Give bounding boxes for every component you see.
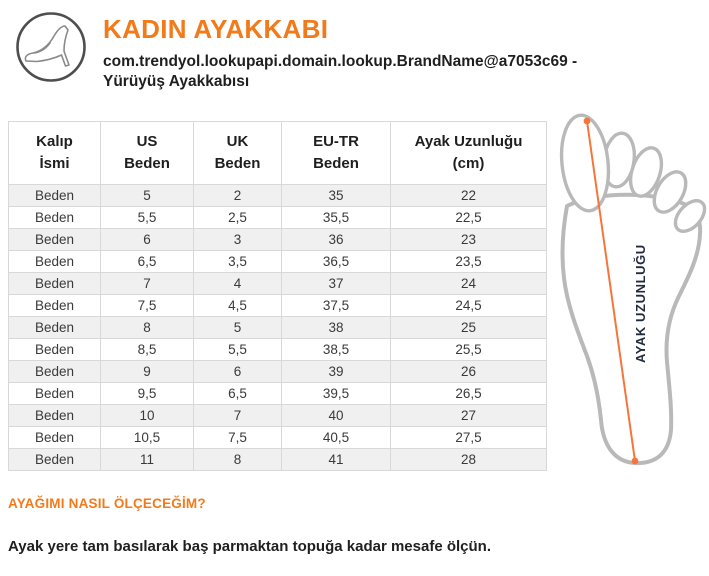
- size-cell: 36,5: [282, 250, 391, 272]
- size-row: [9, 382, 547, 404]
- size-cell: 38: [282, 316, 391, 338]
- size-cell: 7: [101, 272, 194, 294]
- size-cell: 37,5: [282, 294, 391, 316]
- size-cell: 36: [282, 228, 391, 250]
- size-cell: 22,5: [391, 206, 547, 228]
- size-cell: 11: [101, 448, 194, 470]
- size-cell: 23: [391, 228, 547, 250]
- size-cell: 9: [101, 360, 194, 382]
- size-cell: 5,5: [101, 206, 194, 228]
- size-cell: Beden: [9, 250, 101, 272]
- size-cell: Beden: [9, 338, 101, 360]
- column-header: UK Beden: [194, 122, 282, 185]
- size-row: [9, 206, 547, 228]
- size-cell: Beden: [9, 272, 101, 294]
- product-name-line-1: com.trendyol.lookupapi.domain.lookup.BrandName@a7053c69 -: [103, 53, 578, 71]
- size-row: [9, 316, 547, 338]
- size-row: [9, 250, 547, 272]
- size-cell: 4: [194, 272, 282, 294]
- size-cell: 35,5: [282, 206, 391, 228]
- size-cell: Beden: [9, 228, 101, 250]
- size-cell: 3,5: [194, 250, 282, 272]
- column-header: Ayak Uzunluğu (cm): [391, 122, 547, 185]
- size-cell: 2,5: [194, 206, 282, 228]
- size-cell: 40,5: [282, 426, 391, 448]
- size-row: [9, 426, 547, 448]
- size-cell: 8,5: [101, 338, 194, 360]
- foot-sole-outline: [563, 195, 701, 463]
- size-cell: Beden: [9, 206, 101, 228]
- size-cell: 7,5: [101, 294, 194, 316]
- size-cell: 23,5: [391, 250, 547, 272]
- size-cell: Beden: [9, 448, 101, 470]
- size-row: [9, 294, 547, 316]
- size-cell: 2: [194, 184, 282, 206]
- title-block: [103, 10, 577, 93]
- size-conversion-table: [8, 121, 547, 471]
- size-cell: 6,5: [101, 250, 194, 272]
- size-row: [9, 272, 547, 294]
- size-cell: 27: [391, 404, 547, 426]
- header: [14, 10, 694, 93]
- size-cell: 24: [391, 272, 547, 294]
- size-cell: 10,5: [101, 426, 194, 448]
- size-cell: 39: [282, 360, 391, 382]
- size-cell: 39,5: [282, 382, 391, 404]
- size-cell: 6: [101, 228, 194, 250]
- size-cell: 8: [194, 448, 282, 470]
- size-cell: 28: [391, 448, 547, 470]
- big-toe-outline: [559, 113, 613, 213]
- size-table-header: [9, 122, 547, 185]
- size-row: [9, 228, 547, 250]
- size-cell: 35: [282, 184, 391, 206]
- product-name: [103, 52, 577, 92]
- page-title: KADIN AYAKKABI: [103, 14, 329, 44]
- size-cell: 10: [101, 404, 194, 426]
- size-cell: 22: [391, 184, 547, 206]
- size-cell: Beden: [9, 184, 101, 206]
- size-row: [9, 184, 547, 206]
- size-row: [9, 404, 547, 426]
- size-cell: 24,5: [391, 294, 547, 316]
- header-row: [9, 122, 547, 185]
- size-cell: Beden: [9, 316, 101, 338]
- size-cell: Beden: [9, 404, 101, 426]
- size-row: [9, 360, 547, 382]
- how-to-measure-instruction: Ayak yere tam basılarak baş parmaktan topuğa kadar mesafe ölçün.: [8, 538, 491, 555]
- product-name-line-2: Yürüyüş Ayakkabısı: [103, 73, 250, 91]
- column-header: US Beden: [101, 122, 194, 185]
- size-cell: 6: [194, 360, 282, 382]
- size-cell: 5: [101, 184, 194, 206]
- foot-measure-diagram: [559, 108, 709, 470]
- size-table-body: [9, 184, 547, 470]
- measure-endpoint-bottom: [632, 458, 639, 465]
- size-cell: 7,5: [194, 426, 282, 448]
- size-cell: 7: [194, 404, 282, 426]
- size-cell: 38,5: [282, 338, 391, 360]
- size-cell: 8: [101, 316, 194, 338]
- size-row: [9, 448, 547, 470]
- size-cell: 5: [194, 316, 282, 338]
- size-cell: 26,5: [391, 382, 547, 404]
- size-cell: 4,5: [194, 294, 282, 316]
- size-row: [9, 338, 547, 360]
- size-cell: Beden: [9, 360, 101, 382]
- size-cell: 37: [282, 272, 391, 294]
- size-cell: Beden: [9, 426, 101, 448]
- size-cell: 41: [282, 448, 391, 470]
- size-cell: 26: [391, 360, 547, 382]
- column-header: EU-TR Beden: [282, 122, 391, 185]
- size-cell: 40: [282, 404, 391, 426]
- size-cell: 3: [194, 228, 282, 250]
- size-cell: 25,5: [391, 338, 547, 360]
- size-cell: Beden: [9, 382, 101, 404]
- measure-endpoint-top: [584, 118, 591, 125]
- size-cell: Beden: [9, 294, 101, 316]
- column-header: Kalıp İsmi: [9, 122, 101, 185]
- size-cell: 9,5: [101, 382, 194, 404]
- high-heel-shoe-icon: [14, 10, 88, 84]
- size-cell: 27,5: [391, 426, 547, 448]
- how-to-measure-heading: AYAĞIMI NASIL ÖLÇECEĞİM?: [8, 496, 206, 511]
- size-cell: 6,5: [194, 382, 282, 404]
- foot-length-label: AYAK UZUNLUĞU: [633, 244, 648, 363]
- size-cell: 5,5: [194, 338, 282, 360]
- size-cell: 25: [391, 316, 547, 338]
